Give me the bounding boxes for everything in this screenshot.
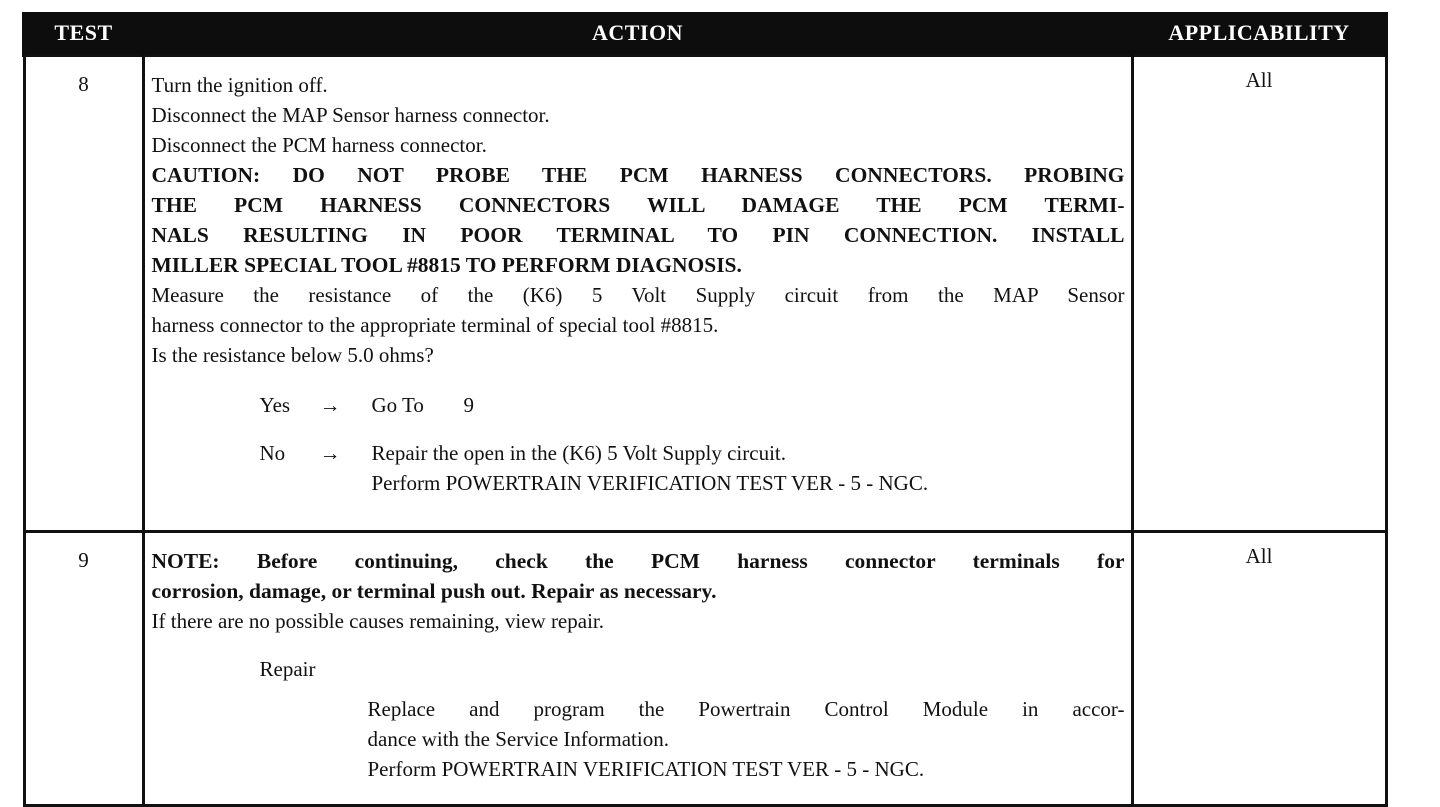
action-step: If there are no possible causes remaining, view repair. xyxy=(151,609,604,633)
repair-line: dance with the Service Information. xyxy=(367,727,669,751)
diagnostic-test-table xyxy=(22,12,1388,807)
test-row-8 xyxy=(24,56,1386,532)
repair-instructions xyxy=(368,694,1125,784)
question: Is the resistance below 5.0 ohms? xyxy=(151,343,434,367)
arrow-right-icon: → xyxy=(319,441,341,465)
measure-instruction: harness connector to the appropriate terminal of special tool #8815. xyxy=(151,313,719,337)
repair-line: Replace and program the Powertrain Control Module in accor- xyxy=(367,697,1125,721)
caution-line: THE PCM HARNESS CONNECTORS WILL DAMAGE THE PCM TERMI- xyxy=(151,193,1125,217)
action-step: Disconnect the PCM harness connector. xyxy=(151,133,487,157)
action-cell xyxy=(143,532,1132,806)
yes-branch xyxy=(152,390,1125,420)
yes-label: Yes xyxy=(259,393,291,417)
measure-instruction: Measure the resistance of the (K6) 5 Volt Supply circuit from the MAP Sensor xyxy=(151,283,1125,307)
header-test: TEST xyxy=(24,12,143,56)
action-step: Disconnect the MAP Sensor harness connector. xyxy=(151,103,550,127)
test-number: 9 xyxy=(24,532,143,806)
header-action: ACTION xyxy=(143,12,1132,56)
header-applicability: APPLICABILITY xyxy=(1132,12,1386,56)
test-row-9 xyxy=(24,532,1386,806)
no-verify-text: Perform POWERTRAIN VERIFICATION TEST VER - 5 - NGC. xyxy=(371,471,929,495)
repair-label: Repair xyxy=(259,657,316,681)
table-header-row xyxy=(24,12,1386,56)
arrow-right-icon: → xyxy=(319,393,341,417)
diagnostic-table-sheet xyxy=(22,12,1384,781)
applicability-cell: All xyxy=(1132,56,1386,532)
action-cell xyxy=(143,56,1132,532)
caution-line: NALS RESULTING IN POOR TERMINAL TO PIN CONNECTION. INSTALL xyxy=(151,223,1125,247)
goto-text: Go To xyxy=(371,393,424,417)
action-step: Turn the ignition off. xyxy=(151,73,328,97)
caution-line: MILLER SPECIAL TOOL #8815 TO PERFORM DIAGNOSIS. xyxy=(151,253,742,277)
no-label: No xyxy=(259,441,286,465)
test-number: 8 xyxy=(24,56,143,532)
goto-test-number: 9 xyxy=(463,393,474,417)
repair-line: Perform POWERTRAIN VERIFICATION TEST VER - 5 - NGC. xyxy=(367,757,925,781)
caution-line: CAUTION: DO NOT PROBE THE PCM HARNESS CONNECTORS. PROBING xyxy=(151,163,1125,187)
note-line: corrosion, damage, or terminal push out. Repair as necessary. xyxy=(151,579,717,603)
note-block xyxy=(152,546,1125,606)
caution-block xyxy=(152,160,1125,280)
no-repair-text: Repair the open in the (K6) 5 Volt Supply circuit. xyxy=(371,441,786,465)
note-line: NOTE: Before continuing, check the PCM harness connector terminals for xyxy=(151,549,1125,573)
no-branch xyxy=(152,438,1125,498)
applicability-cell: All xyxy=(1132,532,1386,806)
